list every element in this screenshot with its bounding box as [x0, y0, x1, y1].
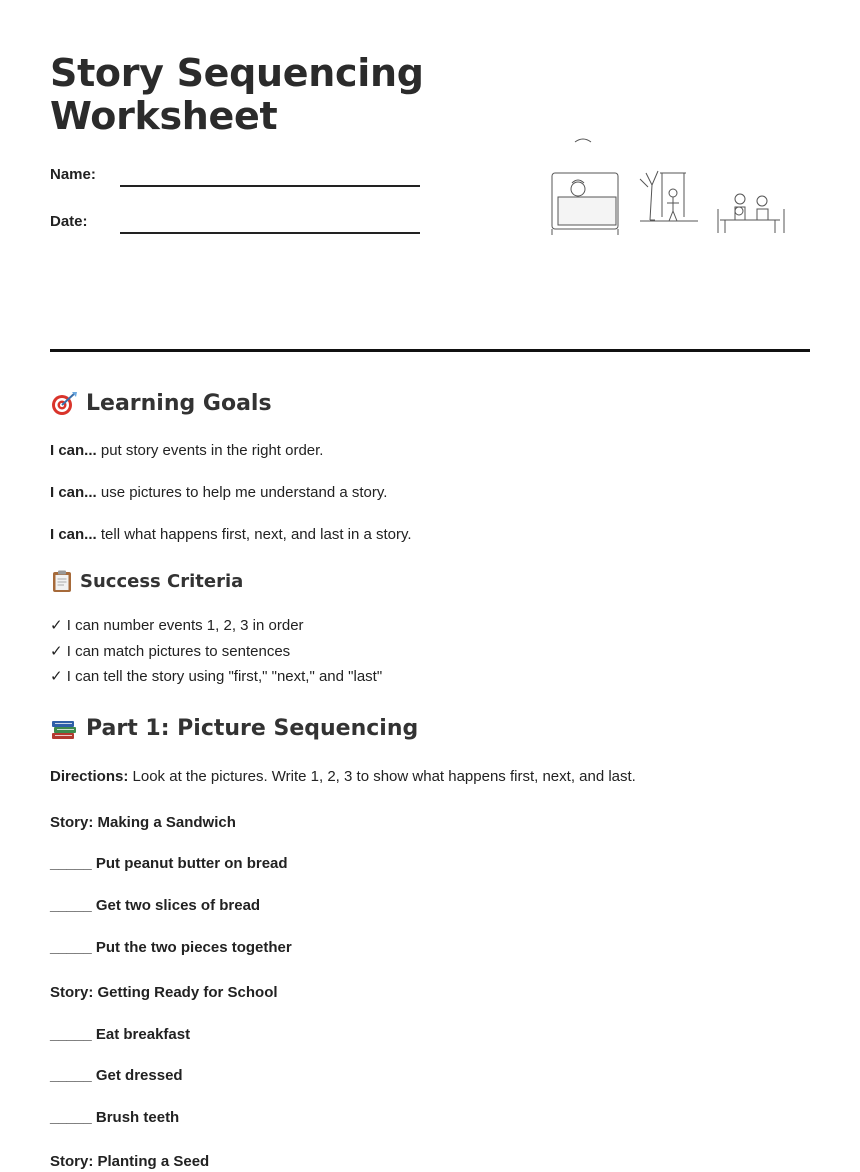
story-title-sandwich: Story: Making a Sandwich — [50, 814, 236, 831]
name-label: Name: — [50, 166, 96, 183]
part1-title: Part 1: Picture Sequencing — [86, 715, 419, 741]
story-title-seed: Story: Planting a Seed — [50, 1153, 210, 1170]
goal-prefix: I can... — [50, 442, 97, 459]
criteria-item-1: ✓ I can number events 1, 2, 3 in order — [50, 617, 304, 634]
clipboard-icon — [50, 569, 74, 593]
learning-goals-title: Learning Goals — [86, 390, 272, 416]
directions-text: Look at the pictures. Write 1, 2, 3 to show what happens first, next, and last. — [128, 768, 636, 785]
name-blank-line[interactable] — [120, 184, 420, 187]
learning-goal-1 — [50, 441, 323, 461]
sequence-item[interactable]: _____ Put peanut butter on bread — [50, 855, 288, 872]
title-line-1: Story Sequencing — [50, 51, 424, 95]
directions-label: Directions: — [50, 768, 129, 785]
goal-prefix: I can... — [50, 526, 97, 543]
title-line-2: Worksheet — [50, 94, 278, 138]
date-blank-line[interactable] — [120, 231, 420, 234]
criteria-item-2: ✓ I can match pictures to sentences — [50, 643, 291, 660]
success-criteria-heading — [50, 569, 243, 593]
header-divider — [50, 349, 810, 352]
success-criteria-title: Success Criteria — [80, 570, 244, 592]
date-label: Date: — [50, 213, 88, 230]
goal-text: put story events in the right order. — [96, 442, 324, 459]
part1-directions — [50, 767, 636, 787]
sequence-item[interactable]: _____ Brush teeth — [50, 1109, 180, 1126]
story-illustration — [540, 125, 800, 245]
sequence-item[interactable]: _____ Put the two pieces together — [50, 939, 292, 956]
learning-goal-2 — [50, 483, 387, 503]
part1-heading — [50, 715, 418, 741]
name-field[interactable] — [50, 166, 420, 183]
goal-text: tell what happens first, next, and last in a story. — [96, 526, 412, 543]
goal-prefix: I can... — [50, 484, 97, 501]
target-icon — [50, 390, 78, 416]
story-title-school: Story: Getting Ready for School — [50, 984, 278, 1001]
learning-goals-heading — [50, 390, 272, 416]
sequence-item[interactable]: _____ Get two slices of bread — [50, 897, 261, 914]
learning-goal-3 — [50, 525, 412, 545]
date-field[interactable] — [50, 213, 420, 230]
sequence-item[interactable]: _____ Eat breakfast — [50, 1026, 191, 1043]
criteria-item-3: ✓ I can tell the story using "first," "next," and "last" — [50, 668, 383, 685]
sequence-item[interactable]: _____ Get dressed — [50, 1067, 183, 1084]
books-icon — [50, 715, 78, 741]
goal-text: use pictures to help me understand a story. — [96, 484, 388, 501]
worksheet-title — [50, 52, 424, 138]
